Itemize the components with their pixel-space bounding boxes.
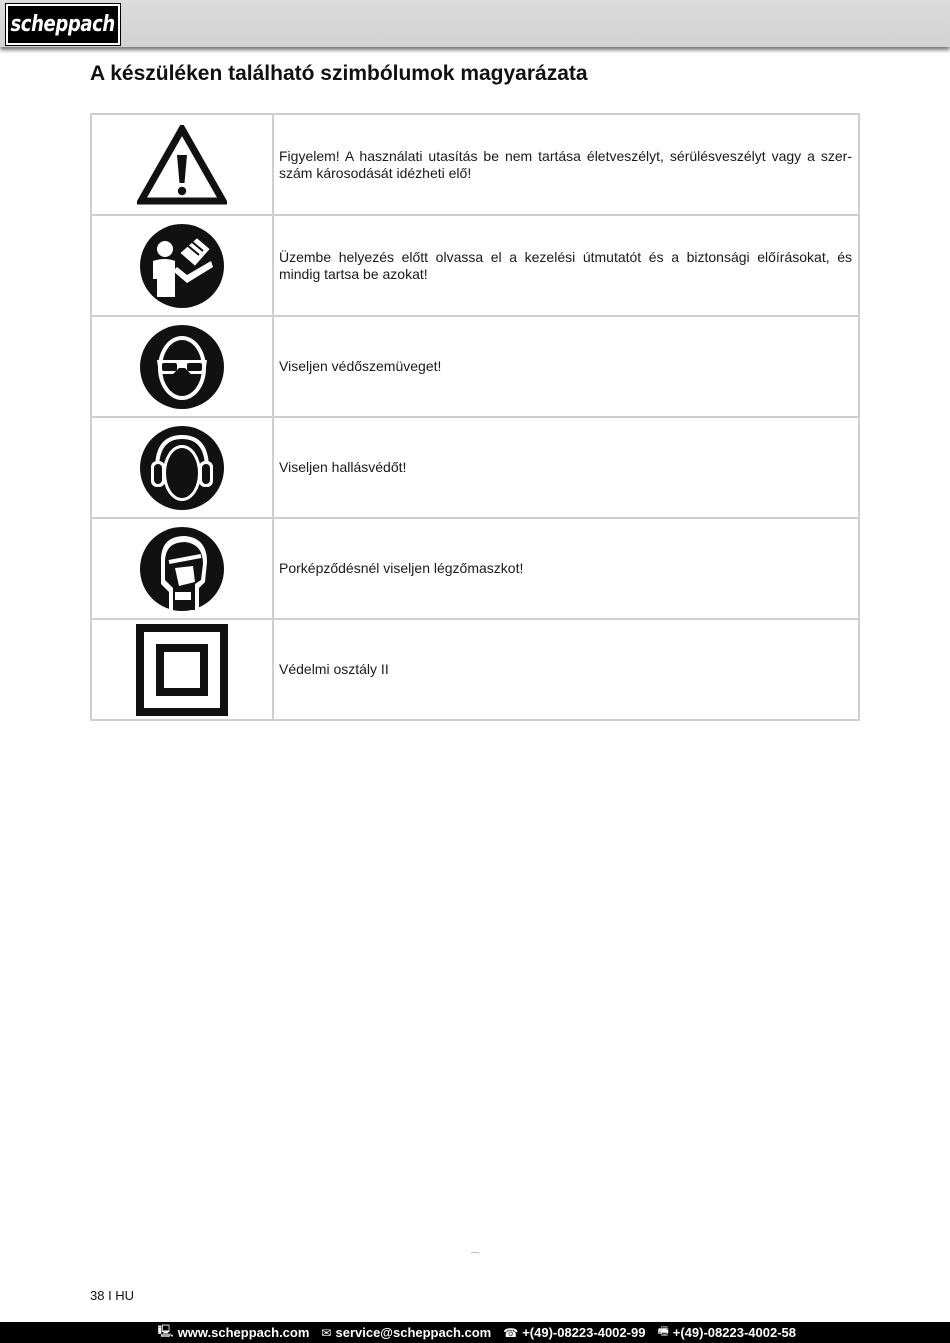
fax-icon: 🖷 bbox=[657, 1324, 669, 1338]
computer-icon: 🖳 bbox=[157, 1324, 174, 1338]
mail-icon: ✉ bbox=[321, 1325, 332, 1340]
footer-email[interactable] bbox=[321, 1325, 491, 1340]
symbol-row bbox=[91, 518, 859, 619]
symbol-icon-cell bbox=[91, 316, 273, 417]
footer-website-text: www.scheppach.com bbox=[177, 1325, 310, 1340]
symbol-table bbox=[90, 113, 860, 721]
symbol-icon-cell bbox=[91, 417, 273, 518]
symbol-row bbox=[91, 215, 859, 316]
read-manual-icon bbox=[139, 223, 225, 309]
phone-icon: ☎ bbox=[503, 1325, 519, 1340]
footer-email-text: service@scheppach.com bbox=[335, 1325, 492, 1340]
footer-website[interactable] bbox=[158, 1322, 310, 1343]
symbol-row bbox=[91, 417, 859, 518]
footer-phone-text: +(49)-08223-4002-99 bbox=[522, 1325, 646, 1340]
symbol-description: Viseljen védőszemüveget! bbox=[273, 316, 859, 417]
protection-class-ii-icon bbox=[136, 624, 228, 716]
page-title: A készüléken található szimbólumok magyarázata bbox=[90, 62, 588, 85]
symbol-description: Viseljen hallásvédőt! bbox=[273, 417, 859, 518]
header-band bbox=[0, 0, 950, 47]
dust-mask-icon bbox=[139, 526, 225, 612]
symbol-row bbox=[91, 619, 859, 720]
footer-bar bbox=[0, 1322, 950, 1343]
footer-fax-text: +(49)-08223-4002-58 bbox=[672, 1325, 796, 1340]
symbol-description: Védelmi osztály II bbox=[273, 619, 859, 720]
symbol-icon-cell bbox=[91, 518, 273, 619]
symbol-icon-cell bbox=[91, 215, 273, 316]
symbol-description: Üzembe helyezés előtt olvassa el a kezelési útmutatót és a biztonsági előírásokat, és mindig tartsa be azokat! bbox=[273, 215, 859, 316]
symbol-icon-cell bbox=[91, 114, 273, 215]
ear-protection-icon bbox=[139, 425, 225, 511]
symbol-description: Figyelem! A használati utasítás be nem tartása életveszélyt, sérülésveszélyt vagy a szer-szám károsodását idézheti elő! bbox=[273, 114, 859, 215]
logo-text: scheppach bbox=[10, 12, 116, 37]
safety-goggles-icon bbox=[139, 324, 225, 410]
symbol-row bbox=[91, 316, 859, 417]
page-number: 38 I HU bbox=[90, 1288, 135, 1303]
symbol-row bbox=[91, 114, 859, 215]
scheppach-logo bbox=[6, 4, 120, 45]
footer-phone bbox=[503, 1325, 645, 1340]
footer-fax bbox=[657, 1322, 796, 1343]
warning-triangle-icon bbox=[137, 125, 227, 205]
page-mark bbox=[471, 1252, 479, 1253]
symbol-icon-cell bbox=[91, 619, 273, 720]
symbol-description: Porképződésnél viseljen légzőmaszkot! bbox=[273, 518, 859, 619]
